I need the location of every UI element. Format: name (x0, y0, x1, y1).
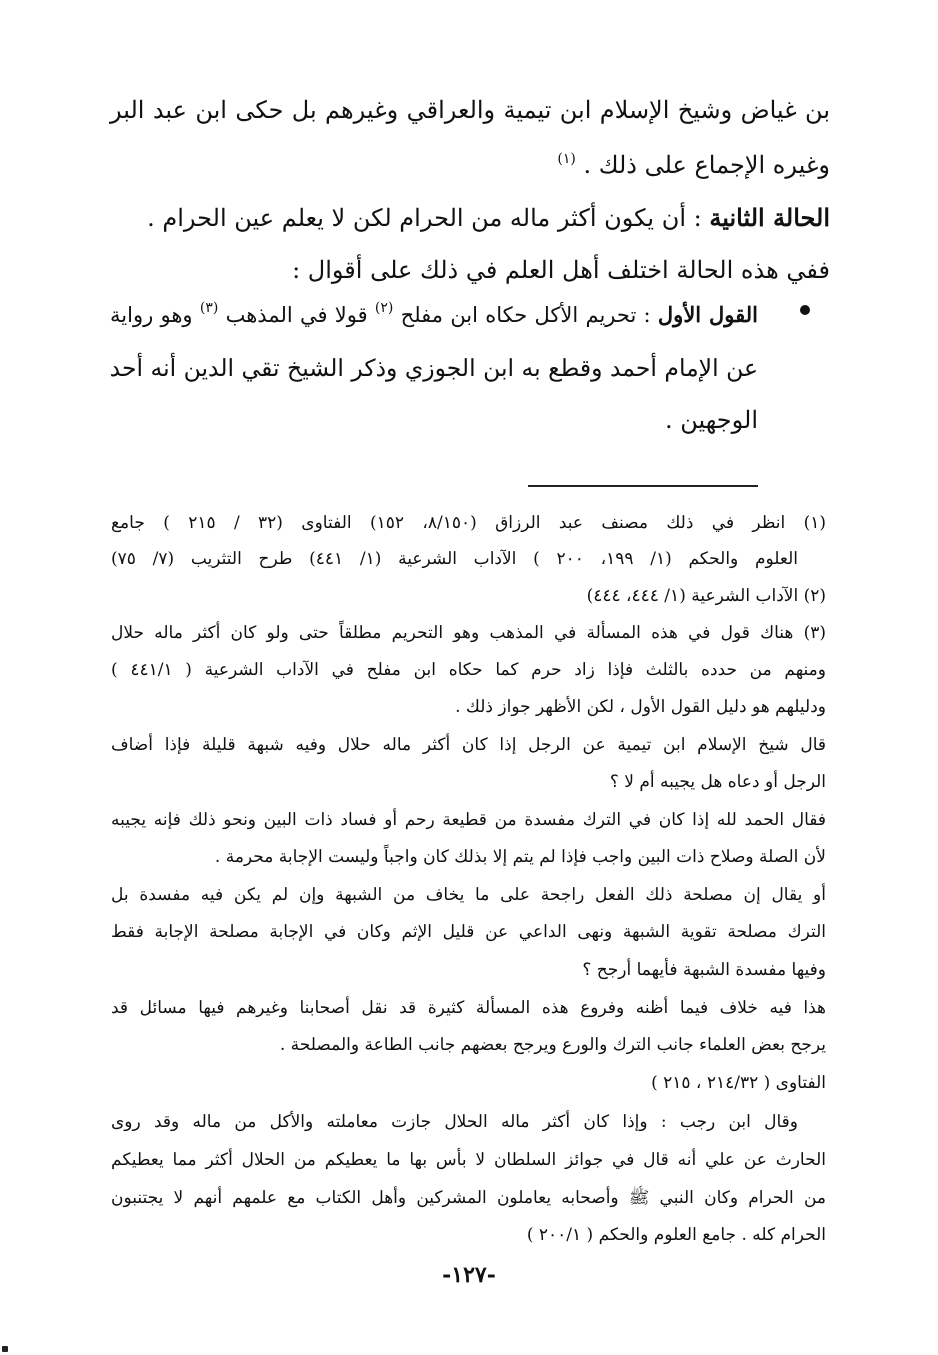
main-text-line-2 (110, 150, 830, 184)
first-opinion-text-b: قولا في المذهب (225, 303, 368, 327)
page-number: -١٢٧- (442, 1262, 496, 1288)
first-opinion-line (110, 300, 758, 333)
main-text-line-6: عن الإمام أحمد وقطع به ابن الجوزي وذكر الشيخ تقي الدين أنه أحد (109, 354, 758, 382)
footnote-line: هذا فيه خلاف فيما أظنه وفروع هذه المسألة كثيرة قد نقل أصحابنا وغيرهم فيها مسائل قد (111, 998, 826, 1018)
footnote-line: العلوم والحكم (١/ ١٩٩، ٢٠٠ ) الآداب الشرعية (١/ ٤٤١) طرح التثريب (٧/ ٧٥) (111, 549, 799, 569)
footnote-line: الحرام كله . جامع العلوم والحكم ( ٢٠٠/١ ) (526, 1225, 826, 1245)
first-opinion-text-a: : تحريم الأكل حكاه ابن مفلح (400, 303, 651, 327)
footnote-line: ودليلهم هو دليل القول الأول ، لكن الأظهر جواز ذلك . (455, 697, 826, 717)
footnote-line: (١) انظر في ذلك مصنف عبد الرزاق (٨/١٥٠، ١٥٢) الفتاوى (٣٢ / ٢١٥ ) جامع (111, 513, 826, 533)
footnote-line: الفتاوى ( ٢١٤/٣٢ ، ٢١٥ ) (651, 1073, 826, 1093)
footnote-line: أو يقال إن مصلحة ذلك الفعل راجحة على ما يخاف من الشبهة وإن لم يكن فيه مفسدة بل (111, 885, 826, 905)
first-opinion-text-c: وهو رواية (110, 303, 193, 327)
footnote-line: (٣) هناك قول في هذه المسألة في المذهب وهو التحريم مطلقاً حتى ولو كان أكثر ماله حلال (111, 623, 826, 643)
footnote-line: الرجل أو دعاه هل يجيبه أم لا ؟ (609, 772, 826, 792)
footnote-line: قال شيخ الإسلام ابن تيمية عن الرجل إذا كان أكثر ماله حلال وفيه شبهة قليلة فإذا أضاف (111, 735, 826, 755)
footnote-ref-3: (٣) (199, 300, 219, 316)
state-two-text: : أن يكون أكثر ماله من الحرام لكن لا يعلم عين الحرام . (147, 204, 702, 232)
footnote-line: (٢) الآداب الشرعية (١/ ٤٤٤، ٤٤٤) (586, 586, 826, 606)
first-opinion-label: القول الأول (657, 302, 758, 327)
scan-corner-mark (2, 1346, 8, 1352)
footnote-line: من الحرام وكان النبي ﷺ وأصحابه يعاملون المشركين وأهل الكتاب مع علمهم أنهم لا يجتنبون (111, 1188, 826, 1208)
footnote-separator (528, 485, 758, 487)
footnote-line: ومنهم من حدده بالثلث فإذا زاد حرم كما حكاه ابن مفلح في الآداب الشرعية ( ٤٤١/١ ) (111, 660, 826, 680)
footnote-ref-2: (٢) (374, 300, 394, 316)
footnote-line: وفيها مفسدة الشبهة فأيهما أرجح ؟ (582, 960, 826, 980)
bullet-icon (800, 305, 810, 315)
footnote-line: فقال الحمد لله إذا كان في الترك مفسدة من قطيعة رحم أو فساد ذات البين ونحو ذلك فإنه يجيبه (111, 810, 826, 830)
footnote-line: الترك مصلحة تقوية الشبهة ونهى الداعي عن قليل الإثم وكان في الإجابة مصلحة الإجابة فقط (111, 922, 826, 942)
footnote-line: وقال ابن رجب : وإذا كان أكثر ماله الحلال جازت معاملته والأكل من ماله وقد روى (111, 1112, 798, 1132)
footnote-ref-1: (١) (557, 151, 576, 167)
state-two-line (110, 203, 830, 233)
main-text-line-7: الوجهين . (664, 406, 758, 434)
state-two-label: الحالة الثانية (709, 203, 830, 232)
footnote-line: لأن الصلة وصلاح ذات البين واجب فإذا لم يتم إلا بذلك كان واجباً وليست الإجابة محرمة . (214, 847, 826, 867)
main-text-line-2-body: وغيره الإجماع على ذلك . (583, 151, 830, 179)
main-text-line-1: بن غياض وشيخ الإسلام ابن تيمية والعراقي وغيرهم بل حكى ابن عبد البر (110, 96, 830, 124)
main-text-line-4: ففي هذه الحالة اختلف أهل العلم في ذلك على أقوال : (292, 256, 830, 284)
footnote-line: الحارث عن علي أنه قال في جوائز السلطان لا بأس بها ما يعطيكم من الحلال أكثر مما يعطيكم (111, 1150, 826, 1170)
footnote-line: يرجح بعض العلماء جانب الترك والورع ويرجح بعضهم جانب الطاعة والمصلحة . (279, 1035, 826, 1055)
